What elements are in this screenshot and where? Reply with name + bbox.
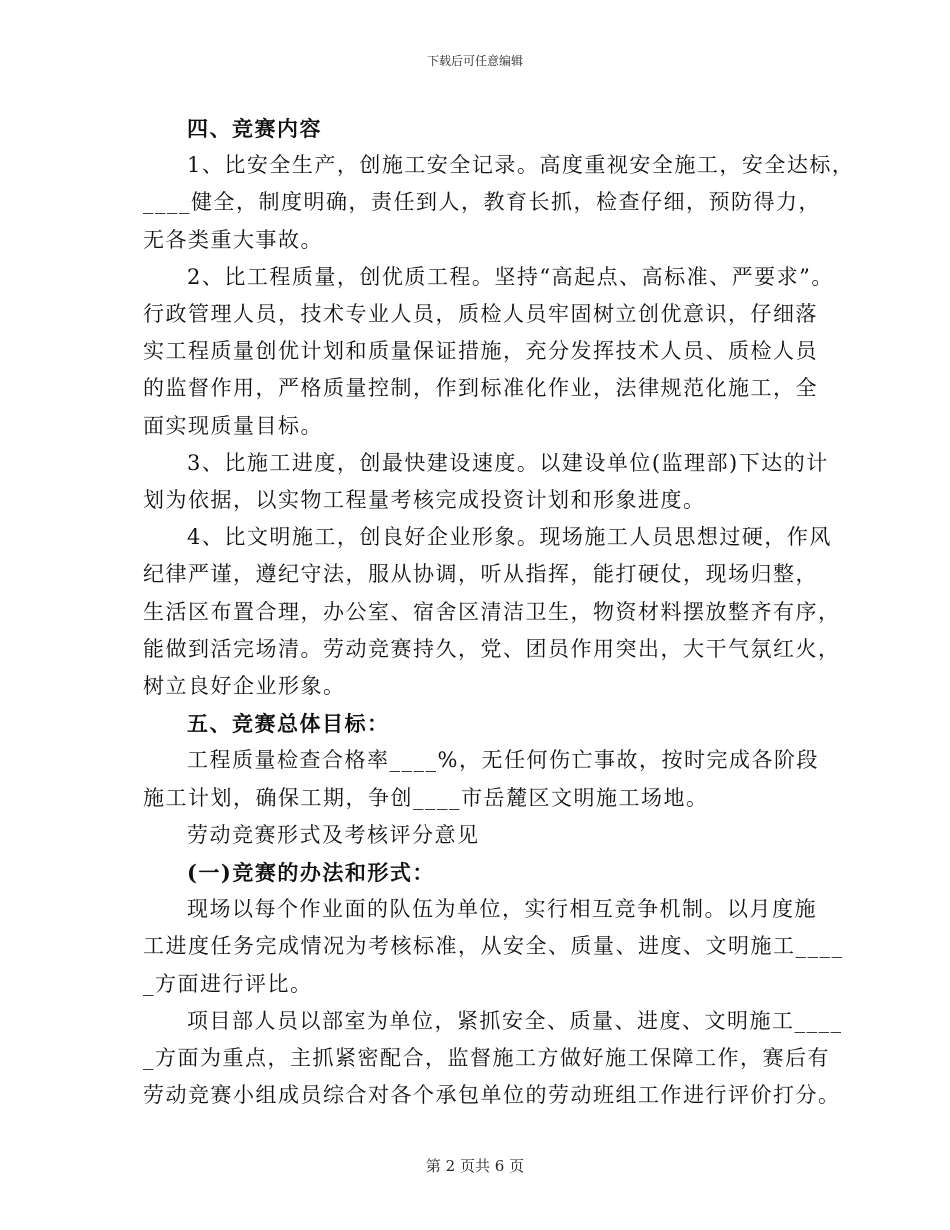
- section-heading: (一)竞赛的办法和形式：: [187, 860, 435, 886]
- body-text-line: _方面进行评比。: [143, 971, 313, 996]
- body-text-line: 无各类重大事故。: [143, 227, 323, 252]
- body-text-line: 4、比文明施工，创良好企业形象。现场施工人员思想过硬，作风: [187, 525, 832, 550]
- page-number: 第 2 页共 6 页: [425, 1157, 525, 1175]
- body-text-line: 行政管理人员，技术专业人员，质检人员牢固树立创优意识，仔细落: [143, 302, 818, 327]
- body-text-line: 能做到活完场清。劳动竞赛持久，党、团员作用突出，大干气氛红火，: [143, 636, 841, 661]
- body-text-line: _方面为重点，主抓紧密配合，监督施工方做好施工保障工作，赛后有: [143, 1046, 830, 1071]
- body-text-line: 劳动竞赛小组成员综合对各个承包单位的劳动班组工作进行评价打分。: [143, 1083, 841, 1108]
- body-text-line: 施工计划，确保工期，争创____市岳麓区文明施工场地。: [143, 785, 709, 810]
- body-text-line: 1、比安全生产，创施工安全记录。高度重视安全施工，安全达标，: [187, 153, 855, 178]
- section-heading: 五、竞赛总体目标：: [187, 711, 390, 737]
- body-text-line: 现场以每个作业面的队伍为单位，实行相互竞争机制。以月度施: [187, 897, 817, 922]
- body-text-line: 工程质量检查合格率____%，无任何伤亡事故，按时完成各阶段: [187, 748, 819, 773]
- body-text-line: 树立良好企业形象。: [143, 674, 346, 699]
- body-text-line: 劳动竞赛形式及考核评分意见: [187, 822, 480, 847]
- body-text-line: 3、比施工进度，创最快建设速度。以建设单位(监理部)下达的计: [187, 450, 829, 475]
- body-text-line: 生活区布置合理，办公室、宿舍区清洁卫生，物资材料摆放整齐有序，: [143, 599, 841, 624]
- body-text-line: 划为依据，以实物工程量考核完成投资计划和形象进度。: [143, 488, 706, 513]
- body-text-line: 工进度任务完成情况为考核标准，从安全、质量、进度、文明施工____: [143, 934, 844, 959]
- body-text-line: 实工程质量创优计划和质量保证措施，充分发挥技术人员、质检人员: [143, 339, 818, 364]
- body-text-line: 面实现质量目标。: [143, 413, 323, 438]
- body-text-line: 2、比工程质量，创优质工程。坚持“高起点、高标准、严要求”。: [187, 264, 834, 289]
- body-text-line: 的监督作用，严格质量控制，作到标准化作业，法律规范化施工，全: [143, 376, 818, 401]
- body-text-line: ____健全，制度明确，责任到人，教育长抓，检查仔细，预防得力，: [143, 190, 821, 215]
- body-text-line: 纪律严谨，遵纪守法，服从协调，听从指挥，能打硬仗，现场归整，: [143, 562, 818, 587]
- section-heading: 四、竞赛内容: [187, 116, 322, 141]
- document-body: [143, 110, 855, 1114]
- body-text-line: 项目部人员以部室为单位，紧抓安全、质量、进度、文明施工____: [187, 1008, 843, 1033]
- header-note: 下载后可任意编辑: [426, 54, 523, 68]
